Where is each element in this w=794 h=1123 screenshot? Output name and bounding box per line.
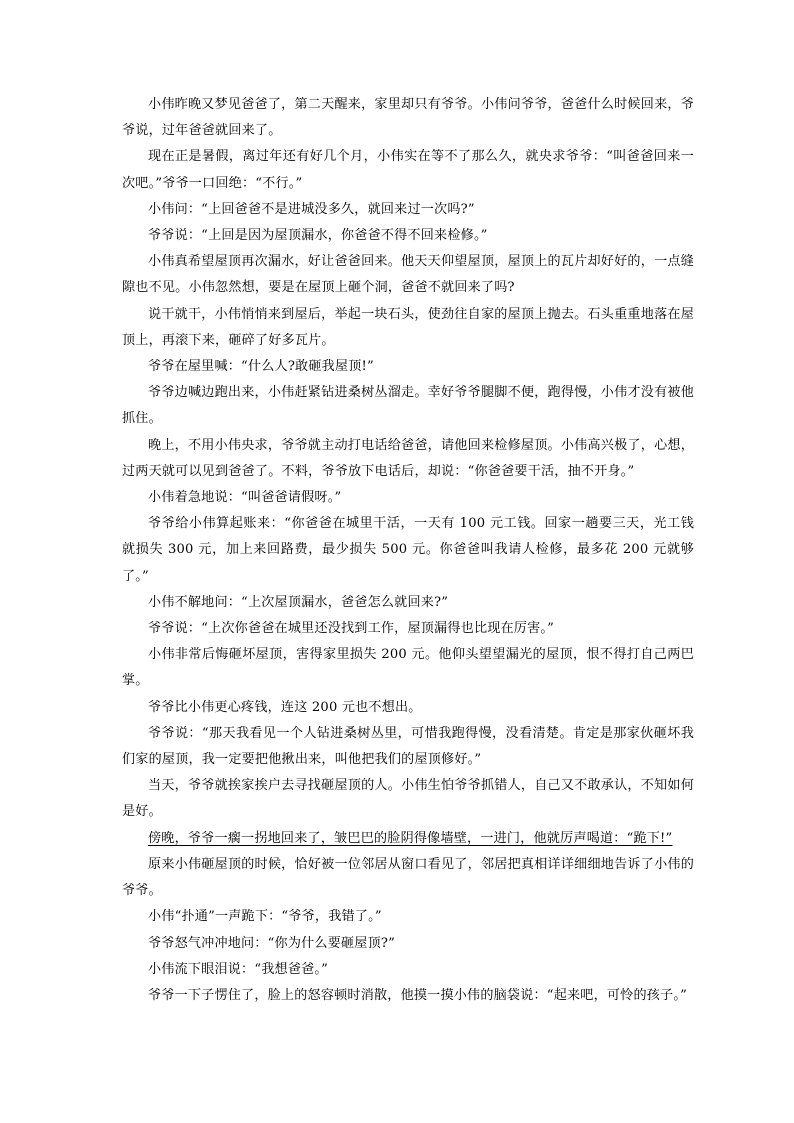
- paragraph-2: 现在正是暑假，离过年还有好几个月，小伟实在等不了那么久，就央求爷爷：“叫爸爸回来一次吧。”爷爷一口回绝：“不行。”: [122, 149, 694, 191]
- paragraph-7: 爷爷在屋里喊：“什么人?敢砸我屋顶!”: [148, 359, 374, 375]
- paragraph-14: 小伟非常后悔砸坏屋顶，害得家里损失 200 元。他仰头望望漏光的屋顶，恨不得打自己两巴掌。: [122, 647, 694, 689]
- paragraph-5: 小伟真希望屋顶再次漏水，好让爸爸回来。他天天仰望屋顶，屋顶上的瓦片却好好的，一点缝隙也不见。小伟忽然想，要是在屋顶上砸个洞，爸爸不就回来了吗?: [122, 254, 694, 296]
- paragraph-19: 原来小伟砸屋顶的时候，恰好被一位邻居从窗口看见了，邻居把真相详详细细地告诉了小伟的爷爷。: [122, 856, 694, 899]
- paragraph-15: 爷爷比小伟更心疼钱，连这 200 元也不想出。: [148, 699, 422, 715]
- paragraph-11: 爷爷给小伟算起账来：“你爸爸在城里干活，一天有 100 元工钱。回家一趟要三天，光工钱就损失 300 元，加上来回路费，最少损失 500 元。你爸爸叫我请人检修，最多花 200 元就够了。”: [122, 516, 694, 584]
- paragraph-21: 爷爷怒气冲冲地问：“你为什么要砸屋顶?”: [148, 935, 396, 951]
- paragraph-20: 小伟“扑通”一声跪下：“爷爷，我错了。”: [148, 909, 382, 925]
- document-page: [122, 92, 694, 1009]
- paragraph-16: 爷爷说：“那天我看见一个人钻进桑树丛里，可惜我跑得慢，没看清楚。肯定是那家伙砸坏我们家的屋顶，我一定要把他揪出来，叫他把我们的屋顶修好。”: [122, 725, 694, 768]
- paragraph-12: 小伟不解地问：“上次屋顶漏水，爸爸怎么就回来?”: [148, 594, 449, 610]
- paragraph-13: 爷爷说：“上次你爸爸在城里还没找到工作，屋顶漏得也比现在厉害。”: [148, 621, 555, 637]
- paragraph-22: 小伟流下眼泪说：“我想爸爸。”: [148, 961, 329, 977]
- underlined-sentence: 傍晚，爷爷一瘸一拐地回来了，皱巴巴的脸阴得像墙壁，一进门，他就厉声喝道：“跪下!”: [148, 830, 673, 846]
- paragraph-3: 小伟问：“上回爸爸不是进城没多久，就回来过一次吗?”: [148, 201, 475, 217]
- paragraph-6: 说干就干，小伟悄悄来到屋后，举起一块石头，使劲往自家的屋顶上抛去。石头重重地落在屋顶上，再滚下来，砸碎了好多瓦片。: [122, 306, 694, 348]
- paragraph-10: 小伟着急地说：“叫爸爸请假呀。”: [148, 490, 342, 506]
- paragraph-17: 当天，爷爷就挨家挨户去寻找砸屋顶的人。小伟生怕爷爷抓错人，自己又不敢承认，不知如何是好。: [122, 778, 694, 820]
- paragraph-8: 爷爷边喊边跑出来，小伟赶紧钻进桑树丛溜走。幸好爷爷腿脚不便，跑得慢，小伟才没有被他抓住。: [122, 385, 694, 427]
- paragraph-18-underlined: [122, 826, 694, 852]
- paragraph-1: 小伟昨晚又梦见爸爸了，第二天醒来，家里却只有爷爷。小伟问爷爷，爸爸什么时候回来，爷爷说，过年爸爸就回来了。: [122, 97, 694, 139]
- paragraph-9: 晚上，不用小伟央求，爷爷就主动打电话给爸爸，请他回来检修屋顶。小伟高兴极了，心想，过两天就可以见到爸爸了。不料，爷爷放下电话后，却说：“你爸爸要干活，抽不开身。”: [122, 437, 694, 479]
- paragraph-23: 爷爷一下子愣住了，脸上的怒容顿时消散，他摸一摸小伟的脑袋说：“起来吧，可怜的孩子。”: [148, 987, 687, 1003]
- paragraph-4: 爷爷说：“上回是因为屋顶漏水，你爸爸不得不回来检修。”: [148, 228, 488, 244]
